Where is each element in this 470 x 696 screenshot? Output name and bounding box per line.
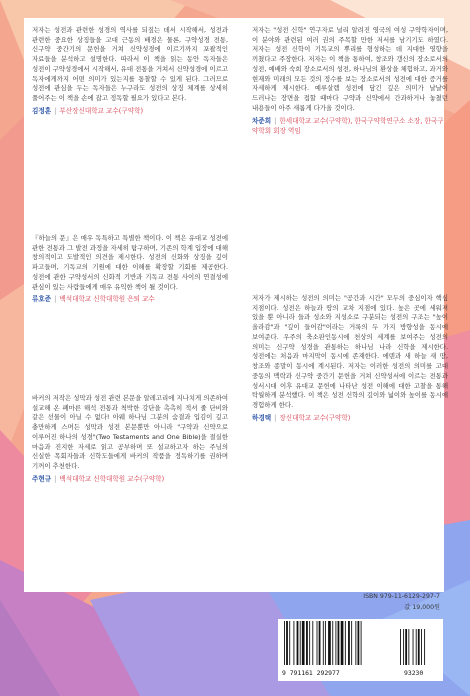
barcode-bar — [328, 621, 331, 665]
barcode-addon-bar — [405, 629, 407, 665]
barcode — [278, 619, 443, 681]
barcode-bar — [289, 621, 290, 665]
review-author — [32, 107, 228, 117]
review-ryu — [32, 234, 228, 305]
barcode-bar — [338, 621, 340, 665]
barcode-bar — [319, 621, 321, 665]
barcode-bar — [332, 621, 333, 665]
barcode-bar — [309, 621, 310, 665]
author-affiliation: 한세대학교 교수(구약학), 한국구약학연구소 소장, 한국구약학회 회장 역임 — [252, 116, 444, 135]
barcode-addon-bar — [403, 629, 404, 665]
price-label: 값 19,000원 — [404, 604, 440, 611]
barcode-addon-bar — [418, 629, 420, 665]
barcode-bar — [361, 621, 362, 665]
barcode-addon-digits: 93230 — [404, 669, 424, 677]
review-joo — [32, 394, 228, 485]
author-affiliation: 백석대학교 신학대학원 교수(구약학) — [59, 474, 165, 483]
barcode-bar — [317, 621, 318, 665]
barcode-addon-bar — [408, 629, 409, 665]
review-kim — [32, 26, 228, 117]
review-cha — [252, 26, 448, 136]
barcode-bar — [297, 621, 299, 665]
author-affiliation: 백석대학교 신학대학원 은퇴 교수 — [59, 295, 155, 304]
text-panel — [24, 18, 448, 592]
barcode-bar — [284, 621, 285, 665]
barcode-bar — [345, 621, 346, 665]
author-name: 김정훈 — [32, 106, 52, 115]
review-ha — [252, 294, 448, 424]
barcode-bar — [358, 621, 360, 665]
barcode-addon-bar — [421, 629, 422, 665]
author-separator: | — [274, 116, 277, 125]
author-separator: | — [54, 106, 57, 115]
barcode-bar — [293, 621, 294, 665]
author-name: 차준희 — [252, 116, 272, 125]
author-name: 류호준 — [32, 295, 52, 304]
barcode-bar — [325, 621, 326, 665]
barcode-addon-bar — [424, 629, 425, 665]
review-author — [252, 414, 448, 424]
barcode-addon-bar — [400, 629, 401, 665]
barcode-bars — [278, 619, 443, 669]
barcode-bar — [300, 621, 301, 665]
barcode-digits: 9 791161 292977 — [282, 669, 340, 677]
isbn-number: ISBN 979-11-6129-297-7 — [363, 593, 440, 600]
review-text: 저자가 제시하는 성전의 의미는 "공간과 시간" 모두의 중심이자 핵심 지점이다. 성전은 하늘과 땅의 교차 지점에 있다. 높은 곳에 세워져 있을 뿐 아니라 들과 성소와 지성소로 구분되는 성전의 구조는 "높이 올라감"과 "깊이 들어감"이라는 거룩의 두 가지 방향성을 동시에 보여준다. 우주의 축소판인동시에 천상의 세계를 보여주는 성전의 의미는 신구약 성경을 관통하는 하나님 나라 신학을 제시한다. 성전에는 처음과 마지막이 동시에 존재한다. 에덴과 새 하늘 새 땅, 창조와 종말이 동시에 계시된다. 저자는 이러한 성전의 의미를 고대 중동의 맥락과 신구약 중간기 문헌을 거쳐 신약성서에 이르는 전통과 성서시대 이후 유대교 문헌에 나타난 성전 이해에 대한 고찰을 통해 탁월하게 분석했다. 이 책은 성전 신학의 깊이와 넓이와 높이를 동시에 경험하게 한다. — [252, 294, 448, 410]
author-name: 하경택 — [252, 413, 272, 422]
author-separator: | — [274, 413, 277, 422]
barcode-addon-bar — [413, 629, 414, 665]
author-affiliation: 장신대학교 교수(구약학) — [279, 413, 351, 422]
author-affiliation: 부산장신대학교 교수(구약학) — [59, 106, 144, 115]
review-text: 바커의 저작은 성막과 성전 관련 본문을 알레고리에 지나치게 의존하여 설교해 온 폐마른 해석 전통과 척박한 강단을 촉촉히 적셔 줄 단비와 같은 선물이 아닐 수 없다! 아웨 하나님 그분의 숨결과 입김이 깊고 충만하게 스며든 성막과 성전 본문뿐만 아니라 "구약과 신약으로 이루어진 하나의 성경"(Two Testaments and One Bible)을 절실한 마음과 진지한 자세로 읽고 공부하며 또 설교하고자 하는 주님의 신실한 목회자들과 신학도들에게 바커의 작품을 정독하기를 권하며 기꺼이 추천한다. — [32, 394, 228, 471]
barcode-bar — [323, 621, 324, 665]
barcode-bar — [341, 621, 344, 665]
author-name: 주현규 — [32, 474, 52, 483]
barcode-bar — [351, 621, 352, 665]
review-author — [252, 117, 448, 137]
barcode-bar — [306, 621, 308, 665]
review-author — [32, 475, 228, 485]
author-separator: | — [54, 295, 57, 304]
isbn-block — [250, 593, 440, 685]
barcode-bar — [286, 621, 288, 665]
barcode-bar — [335, 621, 336, 665]
author-separator: | — [54, 474, 57, 483]
barcode-bar — [355, 621, 356, 665]
barcode-bar — [302, 621, 305, 665]
barcode-addon-bar — [416, 629, 417, 665]
barcode-bar — [348, 621, 350, 665]
review-text: 『하늘의 문』은 매우 독특하고 특별한 책이다. 이 책은 유대교 성전에 관한 전통과 그 발전 과정을 자세히 탐구하며, 기존의 학계 입장에 대해 창의적이고 도발적인 의견을 제시한다. 성전의 신화와 상징을 깊이 파고들며, 기독교의 기원에 대한 이해를 확장할 기회를 제공한다. 성전에 관한 구약성서의 신화적 기반과 기독교 전통 사이의 연결성에 관심이 있는 사람들에게 매우 유익한 책이 될 것이다. — [32, 234, 228, 291]
review-text: 저자는 "성전 신학" 연구자로 널리 알려진 영국의 여성 구약학자이며, 이 분야와 관련된 여러 권의 주목할 만한 저서를 남기기도 하였다. 저자는 성전 신학이 기독교의 뿌리를 형성하는 데 지대한 영향을 끼쳤다고 주장한다. 저자는 이 책을 통하여, 창조와 갱신의 장소로서의 성전, 예배와 숙희 장소로서의 성전, 하나님의 환상을 체험하고, 과거와 현재와 미래의 모든 것의 정수를 보는 장소로서의 성전에 대한 증거를 자세하게 제시한다. 예루살렘 성전에 담긴 깊은 의미가 날날이 드러나는 장면을 접할 때마다 구약과 신약에서 간과하거나 놓쳤던 내용들이 아주 새롭게 다가올 것이다. — [252, 26, 448, 112]
review-text: 저자는 성전과 관련한 성경의 역사를 되짚는 데서 시작해서, 성전과 관련한 중요한 상징들을 고대 근동의 배경은 물론, 구약성경 전통, 신구약 중간기의 문헌을 거쳐 신약성경에 이르기까지 포괄적인 자료들을 분석하고 설명한다. 따라서 이 책을 읽는 동안 독자들은 성전이 구약성경에서 시작해서, 유대 전통을 거쳐서 신약성경에 이르고 독자에게까지 어떤 의미가 있는지를 통찰할 수 있게 된다. 그러므로 성전에 관심을 두는 독자들은 누구라도 성전의 상징 체계를 상세히 풀어주는 이 책을 손에 잡고 정독할 필요가 있다고 본다. — [32, 26, 228, 103]
barcode-bar — [312, 621, 313, 665]
review-author — [32, 295, 228, 305]
